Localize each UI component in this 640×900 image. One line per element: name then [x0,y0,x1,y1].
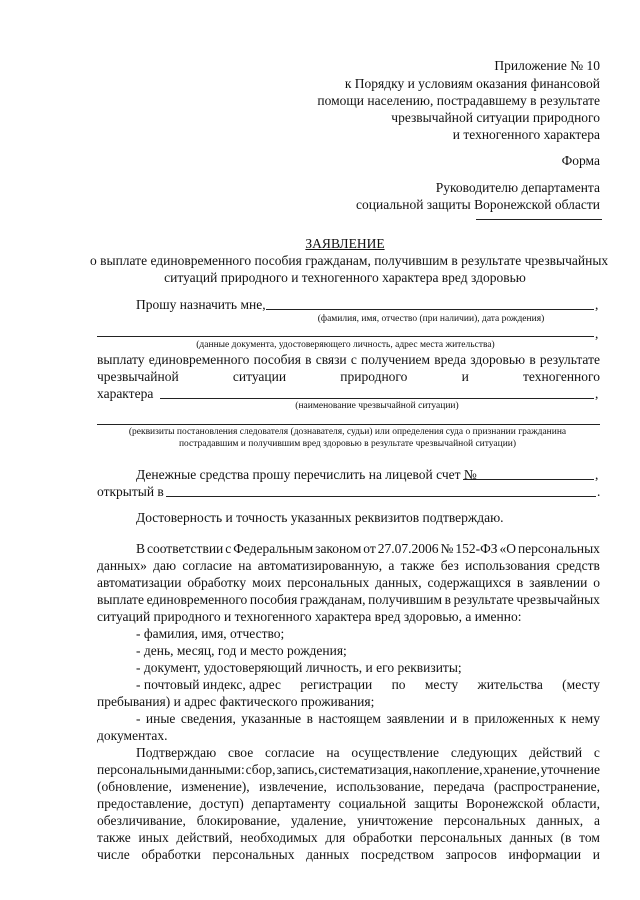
request-text-line: выплату единовременного пособия в связи с получением вреда здоровью в результате [97,352,600,367]
consent-line: также иных действий, необходимых для обработки персональных данных (в том [97,830,600,845]
bank-label: открытый в [97,484,164,499]
appendix-ref-line: к Порядку и условиям оказания финансовой [344,76,600,91]
caption-document: (данные документа, удостоверяющего личность, адрес места жительства) [196,340,495,350]
caption-requisites: (реквизиты постановления следователя (дознавателя, судьи) или определения суда о признании гражданина [128,427,567,437]
addressee-line: социальной защиты Воронежской области [356,197,600,212]
request-text-line: характера [97,386,154,401]
consent-line: обезличивание, блокирование, удаление, уничтожение персональных данных, а [97,813,600,828]
applicant-document-field[interactable] [97,336,594,337]
consent-line: Подтверждаю свое согласие на осуществление следующих действий с [136,745,600,760]
document-title: ЗАЯВЛЕНИЕ [305,236,385,251]
applicant-name-field[interactable] [266,309,594,310]
consent-line: ситуаций природного и техногенного характера вред здоровью, а именно: [97,609,522,624]
comma: , [595,326,599,341]
consent-line: числе обработки персональных данных посредством запросов информации и [97,847,600,862]
consent-line: автоматизации обработку моих персональных данных, содержащихся в заявлении о [97,575,600,590]
appendix-ref-line: и техногенного характера [452,127,600,142]
bank-name-field[interactable] [166,496,596,497]
consent-line: данных» даю согласие на автоматизированную, а также без использования средств [97,558,600,573]
consent-line: персональными данными: сбор, запись, систематизация, накопление, хранение, уточнение [97,762,600,777]
consent-item: - иные сведения, указанные в настоящем заявлении и в приложенных к нему [136,711,600,726]
document-subtitle: ситуаций природного и техногенного характера вред здоровью [164,270,526,285]
comma: , [595,467,599,482]
caption-requisites: пострадавшим и получившим вред здоровью в результате чрезвычайной ситуации) [178,439,517,449]
consent-item: документах. [97,728,168,743]
addressee-line: Руководителю департамента [435,180,600,195]
consent-item: - день, месяц, год и место рождения; [136,643,347,658]
request-text-line: чрезвычайной ситуации природного и техногенного [97,369,600,384]
document-subtitle: о выплате единовременного пособия гражданам, получившим в результате чрезвычайных [90,253,609,268]
consent-item: - документ, удостоверяющий личность, и его реквизиты; [136,660,462,675]
consent-item: - почтовый индекс, адрес регистрации по месту жительства (месту [136,677,600,692]
consent-line: предоставление, доступ) департаменту социальной защиты Воронежской области, [97,796,600,811]
comma: , [595,386,599,401]
account-number-field[interactable] [463,479,594,480]
confirmation-text: Достоверность и точность указанных реквизитов подтверждаю. [136,510,504,525]
appendix-number: Приложение № 10 [494,58,600,73]
consent-line: выплате единовременного пособия гражданам, получившим в результате чрезвычайных [97,592,600,607]
consent-line: (обновление, изменение), извлечение, использование, передача (распространение, [97,779,600,794]
account-label: Денежные средства прошу перечислить на лицевой счет № [136,467,477,482]
addressee-signature-line[interactable] [476,218,602,220]
appendix-ref-line: помощи населению, пострадавшему в результате [317,93,600,108]
form-label: Форма [561,153,600,168]
comma: , [595,297,599,312]
consent-item: пребывания) и адрес фактического проживания; [97,694,375,709]
caption-name: (фамилия, имя, отчество (при наличии), дата рождения) [317,314,545,324]
period: . [597,484,601,499]
appendix-ref-line: чрезвычайной ситуации природного [391,110,600,125]
caption-situation: (наименование чрезвычайной ситуации) [295,401,459,411]
consent-item: - фамилия, имя, отчество; [136,626,285,641]
request-label: Прошу назначить мне, [136,297,266,312]
requisites-field[interactable] [97,424,600,425]
emergency-name-field[interactable] [160,398,594,399]
consent-line: В соответствии с Федеральным законом от 27.07.2006 № 152-ФЗ «О персональных [136,541,600,556]
